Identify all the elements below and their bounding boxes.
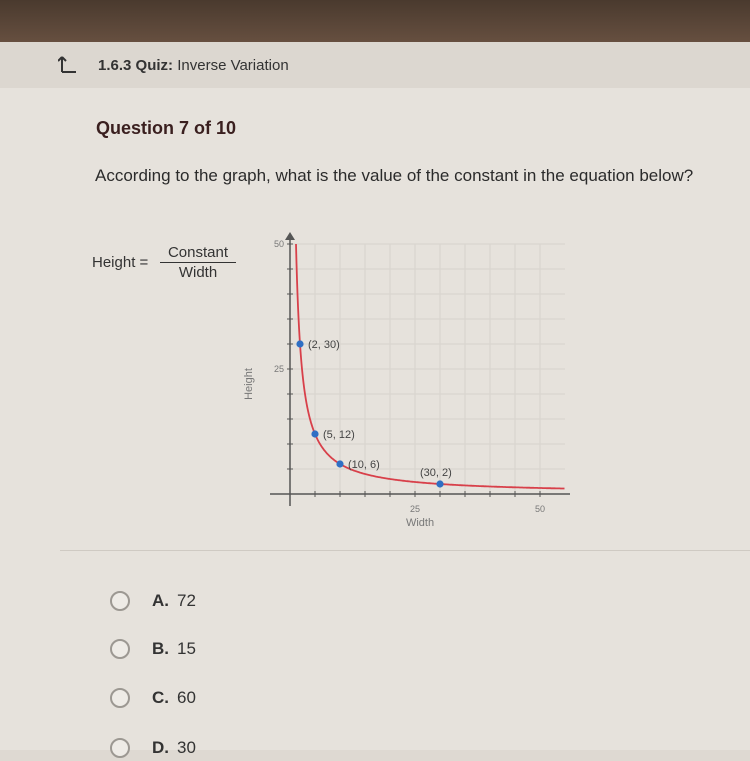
option-value: 15 xyxy=(177,639,196,658)
divider xyxy=(60,550,750,551)
option-value: 72 xyxy=(177,591,196,610)
option-label xyxy=(152,688,196,708)
quiz-header xyxy=(0,42,750,89)
radio-button[interactable] xyxy=(110,688,130,708)
question-number: Question 7 of 10 xyxy=(96,118,237,138)
option-label xyxy=(152,738,196,758)
radio-button[interactable] xyxy=(110,738,130,758)
quiz-label: Quiz: xyxy=(135,57,174,74)
answer-option-b[interactable] xyxy=(110,636,196,662)
option-letter: B. xyxy=(152,639,169,658)
top-bar xyxy=(0,0,750,48)
data-point-label: (2, 30) xyxy=(308,339,340,351)
radio-button[interactable] xyxy=(110,591,130,611)
equation-fraction xyxy=(160,244,236,281)
y-axis-label: Height xyxy=(243,368,255,400)
option-letter: C. xyxy=(152,688,169,707)
data-point-label: (30, 2) xyxy=(420,467,452,479)
data-point-label: (5, 12) xyxy=(323,429,355,441)
answer-option-d[interactable] xyxy=(110,735,196,761)
quiz-id: 1.6.3 xyxy=(98,57,132,74)
y-axis-arrow xyxy=(285,232,295,240)
quiz-name: Inverse Variation xyxy=(177,57,289,74)
data-point xyxy=(311,430,318,437)
data-point xyxy=(296,340,303,347)
x-axis-label: Width xyxy=(405,517,435,529)
answer-option-a[interactable] xyxy=(110,588,196,614)
answer-option-c[interactable] xyxy=(110,685,196,711)
inverse-variation-curve xyxy=(296,244,565,489)
inverse-variation-graph xyxy=(230,228,570,538)
question-panel xyxy=(0,88,750,757)
data-point xyxy=(436,480,443,487)
x-tick-label: 25 xyxy=(409,504,421,514)
equation-lhs: Height = xyxy=(92,254,149,271)
y-tick-label: 50 xyxy=(273,239,284,249)
data-point-label: (10, 6) xyxy=(348,459,380,471)
back-arrow-icon[interactable] xyxy=(58,54,78,74)
quiz-title xyxy=(98,57,289,74)
option-label xyxy=(152,639,196,659)
radio-button[interactable] xyxy=(110,639,130,659)
data-point xyxy=(336,460,343,467)
option-value: 30 xyxy=(177,738,196,757)
equation-denominator: Width xyxy=(178,264,218,281)
x-tick-label: 50 xyxy=(534,504,546,514)
question-text: According to the graph, what is the value of the constant in the equation below? xyxy=(95,166,694,185)
equation-numerator: Constant xyxy=(160,244,236,263)
option-letter: D. xyxy=(152,738,169,757)
option-value: 60 xyxy=(177,688,196,707)
option-label xyxy=(152,591,196,611)
option-letter: A. xyxy=(152,591,169,610)
y-tick-label: 25 xyxy=(273,364,284,374)
